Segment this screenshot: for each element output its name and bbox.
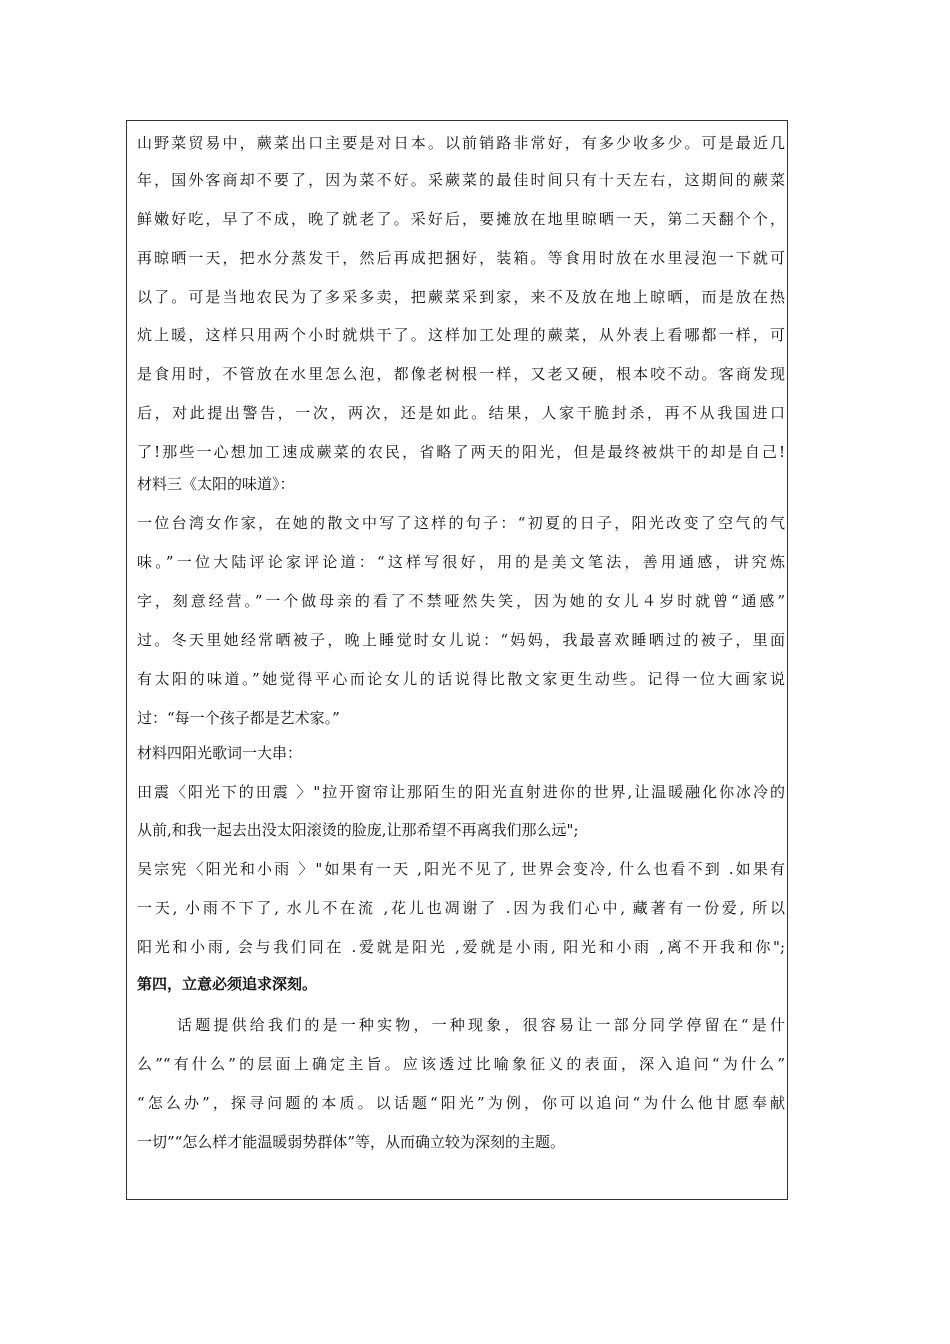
text-line: 了!那些一心想加工速成蕨菜的农民，省略了两天的阳光，但是最终被烘干的却是自己! (137, 443, 785, 461)
text-line: 话题提供给我们的是一种实物，一种现象，很容易让一部分同学停留在“是什 (177, 1016, 785, 1034)
text-line: 么”“有什么”的层面上确定主旨。应该透过比喻象征义的表面，深入追问“为什么” (137, 1055, 785, 1073)
text-line: 一天, 小雨不下了, 水儿不在流 ,花儿也凋谢了 .因为我们心中, 藏著有一份爱, 所以 (137, 899, 785, 917)
text-line: 味。”一位大陆评论家评论道：“这样写很好，用的是美文笔法，善用通感，讲究炼 (137, 553, 785, 571)
text-line: 田震〈阳光下的田震 〉"拉开窗帘让那陌生的阳光直射进你的世界,让温暖融化你冰冷的 (137, 783, 785, 801)
section-heading-bold: 第四，立意必须追求深刻。 (137, 975, 318, 993)
text-line: 一切”“怎么样才能温暖弱势群体”等，从而确立较为深刻的主题。 (137, 1133, 566, 1151)
text-line: 字，刻意经营。”一个做母亲的看了不禁哑然失笑，因为她的女儿４岁时就曾“通感” (137, 592, 785, 610)
text-line: 从前,和我一起去出没太阳滚烫的脸庞,让那希望不再离我们那么远"; (137, 821, 579, 839)
text-line: “怎么办”，探寻问题的本质。以话题“阳光”为例，你可以追问“为什么他甘愿奉献 (137, 1094, 785, 1112)
text-line: 以了。可是当地农民为了多采多卖，把蕨菜采到家，来不及放在地上晾晒，而是放在热 (137, 288, 785, 306)
text-line: 阳光和小雨, 会与我们同在 .爱就是阳光 ,爱就是小雨, 阳光和小雨 ,离不开我和你"; (137, 938, 785, 956)
text-line: 鲜嫩好吃，早了不成，晚了就老了。采好后，要摊放在地里晾晒一天，第二天翻个个， (137, 210, 785, 228)
text-line: 再晾晒一天，把水分蒸发干，然后再成把捆好，装箱。等食用时放在水里浸泡一下就可 (137, 249, 785, 267)
text-line: 山野菜贸易中，蕨菜出口主要是对日本。以前销路非常好，有多少收多少。可是最近几 (137, 134, 785, 152)
text-line: 过。冬天里她经常晒被子，晚上睡觉时女儿说：“妈妈，我最喜欢睡晒过的被子，里面 (137, 631, 785, 649)
section-heading: 材料三《太阳的味道》： (137, 475, 295, 493)
text-line: 有太阳的味道。”她觉得平心而论女儿的话说得比散文家更生动些。记得一位大画家说 (137, 670, 785, 688)
text-line: 后，对此提出警告，一次，两次，还是如此。结果，人家干脆封杀，再不从我国进口 (137, 404, 785, 422)
text-line: 炕上暖，这样只用两个小时就烘干了。这样加工处理的蕨菜，从外表上看哪都一样，可 (137, 326, 785, 344)
text-line: 是食用时，不管放在水里怎么泡，都像老树根一样，又老又硬，根本咬不动。客商发现 (137, 365, 785, 383)
text-line: 一位台湾女作家，在她的散文中写了这样的句子：“初夏的日子，阳光改变了空气的气 (137, 514, 785, 532)
section-heading: 材料四阳光歌词一大串： (137, 744, 303, 762)
document-frame (126, 120, 788, 1200)
text-line: 吴宗宪〈阳光和小雨 〉"如果有一天 ,阳光不见了, 世界会变冷, 什么也看不到 .如果有 (137, 860, 785, 878)
text-line: 年，国外客商却不要了，因为菜不好。采蕨菜的最佳时间只有十天左右，这期间的蕨菜 (137, 171, 785, 189)
text-line: 过：“每一个孩子都是艺术家。” (137, 709, 340, 727)
